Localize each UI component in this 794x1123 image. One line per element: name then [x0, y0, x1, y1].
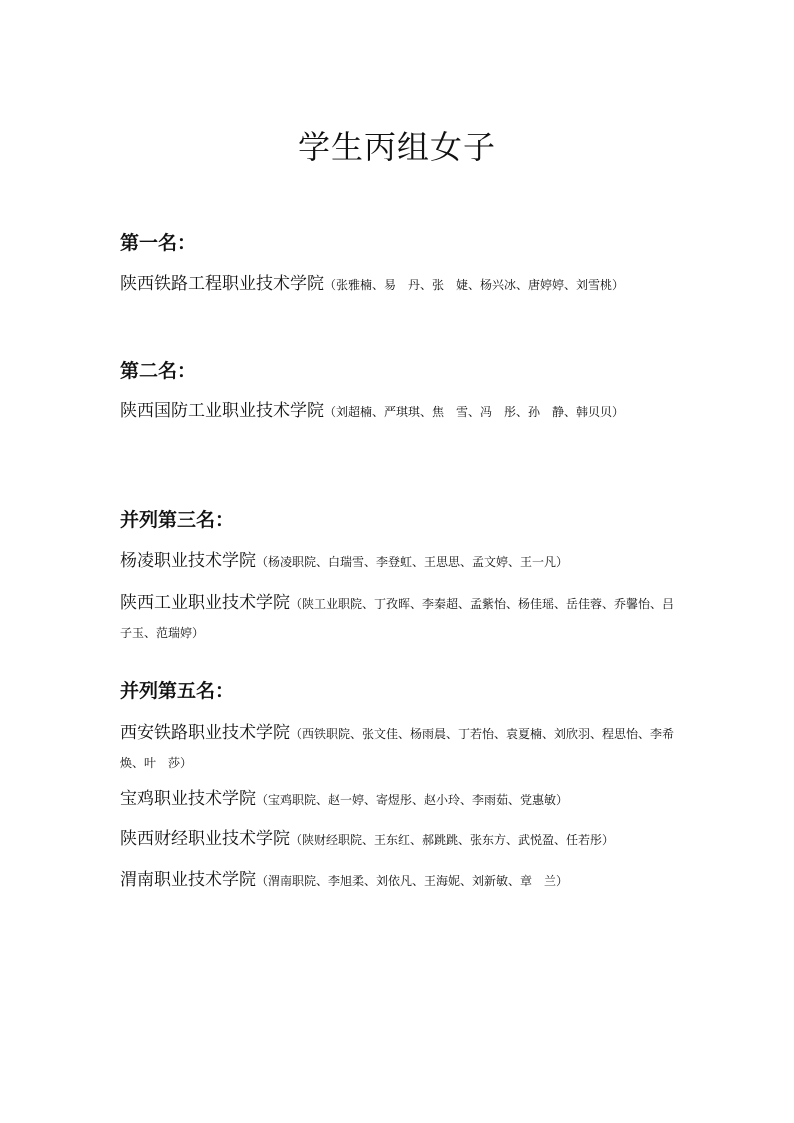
team-members: （刘超楠、严琪琪、焦 雪、冯 彤、孙 静、韩贝贝） [324, 405, 625, 419]
section-heading-tied-fifth: 并列第五名： [120, 680, 235, 702]
entry-first-place [120, 270, 678, 299]
team-members: （宝鸡职院、赵一婷、寄煜彤、赵小玲、李雨茹、党惠敏） [256, 793, 569, 807]
section-heading-tied-third: 并列第三名： [120, 509, 235, 531]
team-members: （陕工业职院、丁孜晖、李秦超、孟紫怡、杨佳瑶、岳佳蓉、乔馨怡、吕子玉、范瑞婷） [120, 597, 675, 640]
school-name: 西安铁路职业技术学院 [120, 723, 290, 743]
entry-tied-fifth-3 [120, 825, 678, 854]
entry-tied-third-1 [120, 547, 678, 576]
team-members: （张雅楠、易 丹、张 婕、杨兴冰、唐婷婷、刘雪桃） [324, 278, 625, 292]
entry-second-place [120, 397, 678, 426]
team-members: （渭南职院、李旭柔、刘依凡、王海妮、刘新敏、章 兰） [256, 874, 569, 888]
section-heading-second: 第二名： [120, 360, 197, 382]
school-name: 陕西国防工业职业技术学院 [120, 401, 324, 421]
team-members: （陕财经职院、王东红、郝跳跳、张东方、武悦盈、任若彤） [290, 833, 615, 847]
school-name: 杨凌职业技术学院 [120, 551, 256, 571]
entry-tied-fifth-2 [120, 785, 678, 814]
team-members: （西铁职院、张文佳、杨雨晨、丁若怡、袁夏楠、刘欣羽、程思怡、李希焕、叶 莎） [120, 727, 675, 770]
school-name: 陕西铁路工程职业技术学院 [120, 274, 324, 294]
team-members: （杨凌职院、白瑞雪、李登虹、王思思、孟文婷、王一凡） [256, 555, 569, 569]
school-name: 宝鸡职业技术学院 [120, 789, 256, 809]
entry-tied-fifth-4 [120, 866, 678, 895]
entry-tied-fifth-1 [120, 719, 678, 777]
entry-tied-third-2 [120, 589, 678, 647]
school-name: 陕西工业职业技术学院 [120, 593, 290, 613]
school-name: 陕西财经职业技术学院 [120, 829, 290, 849]
page-title: 学生丙组女子 [297, 128, 496, 167]
section-heading-first: 第一名： [120, 232, 197, 254]
school-name: 渭南职业技术学院 [120, 870, 256, 890]
